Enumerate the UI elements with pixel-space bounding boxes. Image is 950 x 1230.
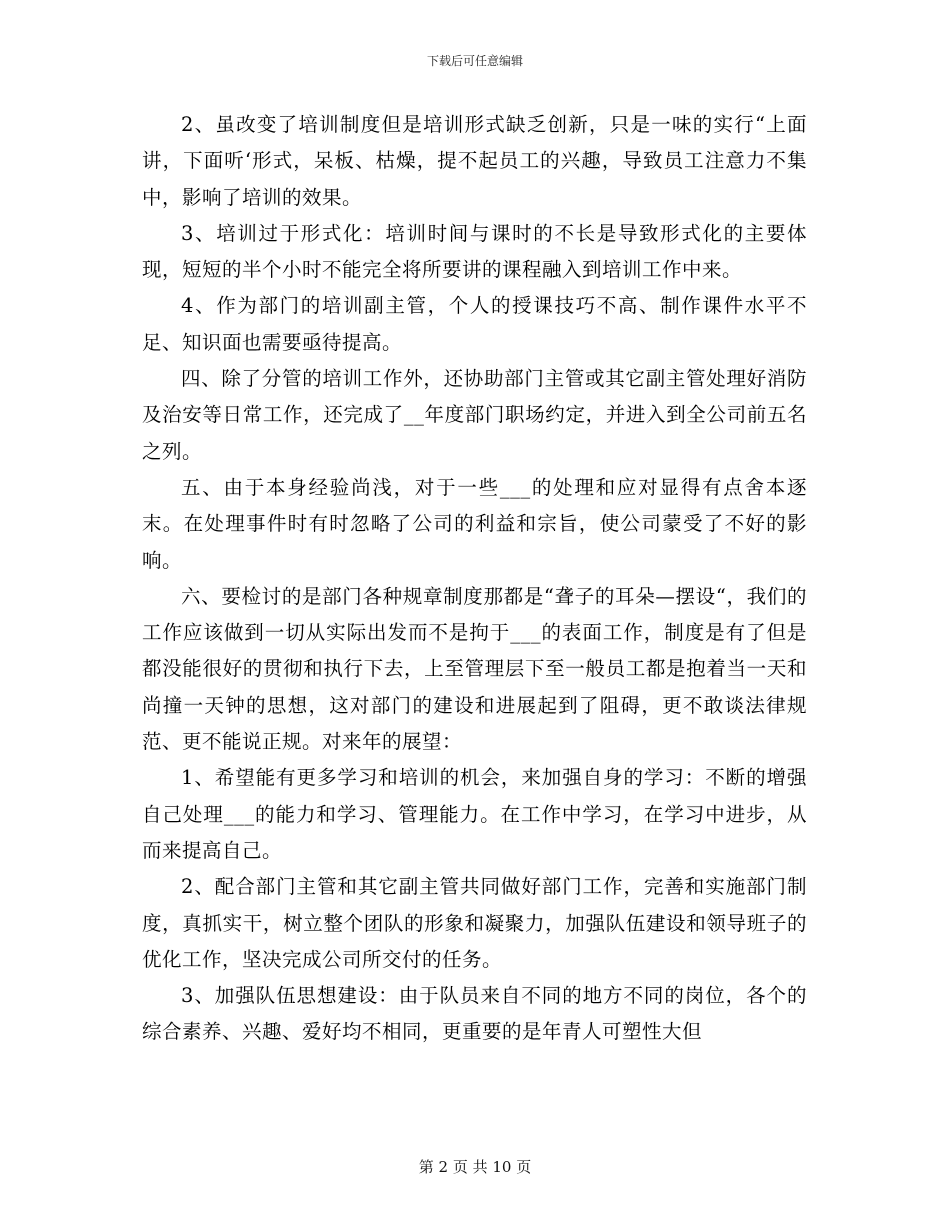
paragraph-8: 2、配合部门主管和其它副主管共同做好部门工作，完善和实施部门制度，真抓实干，树立整个团队的形象和凝聚力，加强队伍建设和领导班子的优化工作，坚决完成公司所交付的任务。 (142, 875, 807, 971)
paragraph-9: 3、加强队伍思想建设：由于队员来自不同的地方不同的岗位，各个的综合素养、兴趣、爱好均不相同，更重要的是年青人可塑性大但 (142, 984, 807, 1044)
document-body (142, 107, 807, 1051)
page-header-note: 下载后可任意编辑 (426, 54, 523, 68)
paragraph-1: 2、虽改变了培训制度但是培训形式缺乏创新，只是一味的实行“上面讲，下面听‘形式，呆板、枯燥，提不起员工的兴趣，导致员工注意力不集中，影响了培训的效果。 (142, 113, 807, 209)
paragraph-7: 1、希望能有更多学习和培训的机会，来加强自身的学习：不断的增强自己处理___的能力和学习、管理能力。在工作中学习，在学习中进步，从而来提高自己。 (142, 766, 807, 862)
paragraph-3: 4、作为部门的培训副主管，个人的授课技巧不高、制作课件水平不足、知识面也需要亟待提高。 (142, 294, 807, 354)
paragraph-2: 3、培训过于形式化：培训时间与课时的不长是导致形式化的主要体现，短短的半个小时不能完全将所要讲的课程融入到培训工作中来。 (142, 221, 807, 282)
paragraph-6: 六、要检讨的是部门各种规章制度那都是“聋子的耳朵—摆设“，我们的工作应该做到一切从实际出发而不是拘于___的表面工作，制度是有了但是都没能很好的贯彻和执行下去，上至管理层下至一般员工都是抱着当一天和尚撞一天钟的思想，这对部门的建设和进展起到了阻碍，更不敢谈法律规范、更不能说正规。对来年的展望： (142, 584, 807, 754)
page-number-footer: 第 2 页 共 10 页 (418, 1158, 532, 1176)
paragraph-4: 四、除了分管的培训工作外，还协助部门主管或其它副主管处理好消防及治安等日常工作，还完成了__年度部门职场约定，并进入到全公司前五名之列。 (142, 367, 807, 463)
paragraph-5: 五、由于本身经验尚浅，对于一些___的处理和应对显得有点舍本逐末。在处理事件时有时忽略了公司的利益和宗旨，使公司蒙受了不好的影响。 (142, 475, 807, 572)
